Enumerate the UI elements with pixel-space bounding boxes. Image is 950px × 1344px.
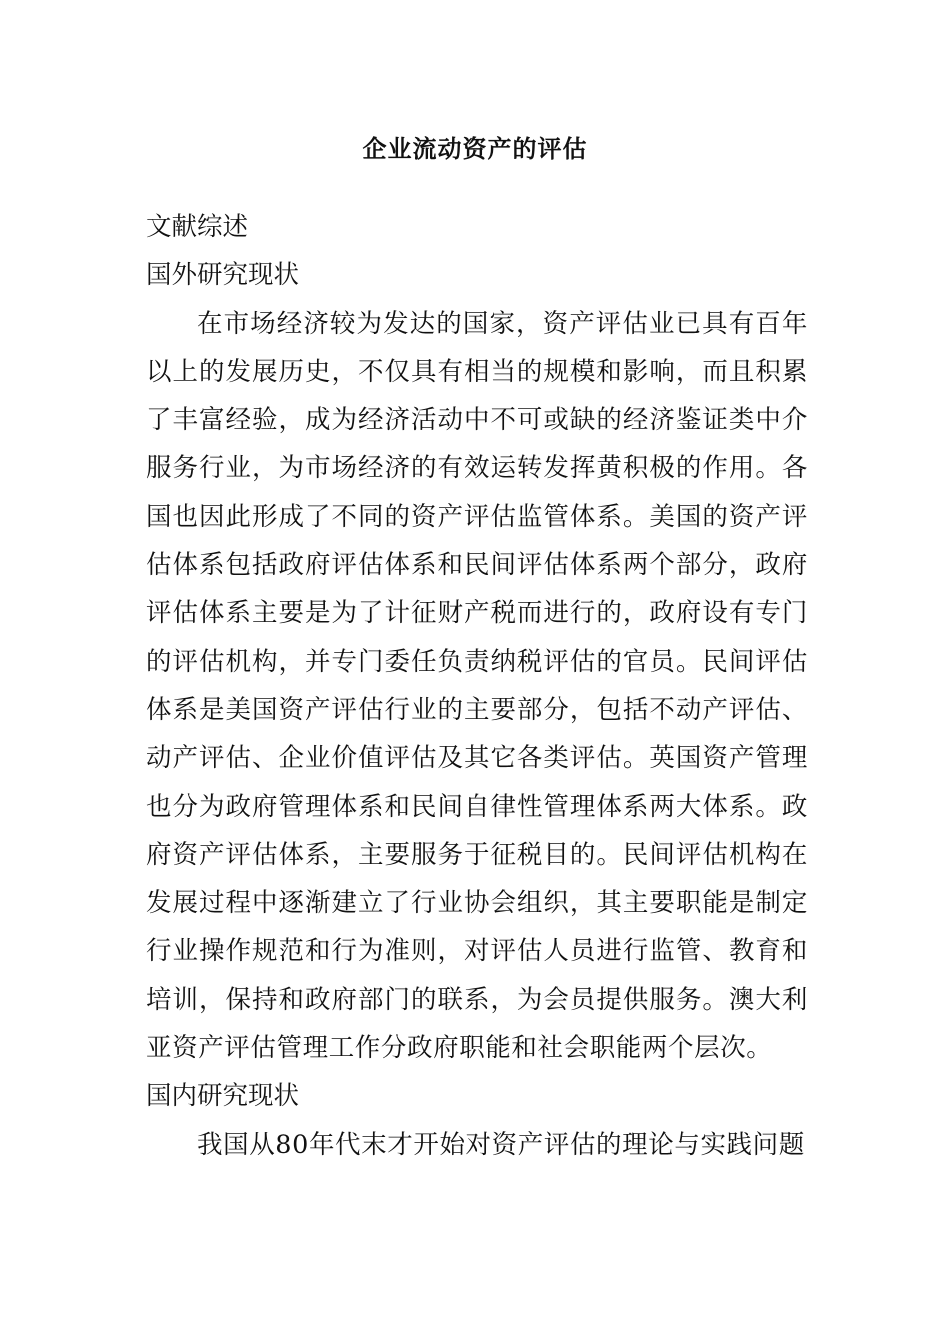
- document-title: 企业流动资产的评估: [362, 135, 588, 163]
- paragraph-domestic-research: 我国从80年代末才开始对资产评估的理论与实践问题: [197, 1129, 805, 1160]
- document-body: [146, 203, 808, 1169]
- section-heading-domestic-research: 国内研究现状: [146, 1081, 300, 1112]
- section-heading-literature-review: 文献综述: [146, 212, 249, 242]
- paragraph-foreign-research: 在市场经济较为发达的国家，资产评估业已具有百年以上的发展历史，不仅具有相当的规模和影响，而且积累了丰富经验，成为经济活动中不可或缺的经济鉴证类中介服务行业，为市场经济的有效运转发挥黄积极的作用。各国也因此形成了不同的资产评估监管体系。美国的资产评估体系包括政府评估体系和民间评估体系两个部分，政府评估体系主要是为了计征财产税而进行的，政府设有专门的评估机构，并专门委任负责纳税评估的官员。民间评估体系是美国资产评估行业的主要部分，包括不动产评估、动产评估、企业价值评估及其它各类评估。英国资产管理也分为政府管理体系和民间自律性管理体系两大体系。政府资产评估体系，主要服务于征税目的。民间评估机构在发展过程中逐渐建立了行业协会组织，其主要职能是制定行业操作规范和行为准则，对评估人员进行监管、教育和培训，保持和政府部门的联系，为会员提供服务。澳大利亚资产评估管理工作分政府职能和社会职能两个层次。: [146, 308, 808, 1064]
- section-heading-foreign-research: 国外研究现状: [146, 260, 300, 291]
